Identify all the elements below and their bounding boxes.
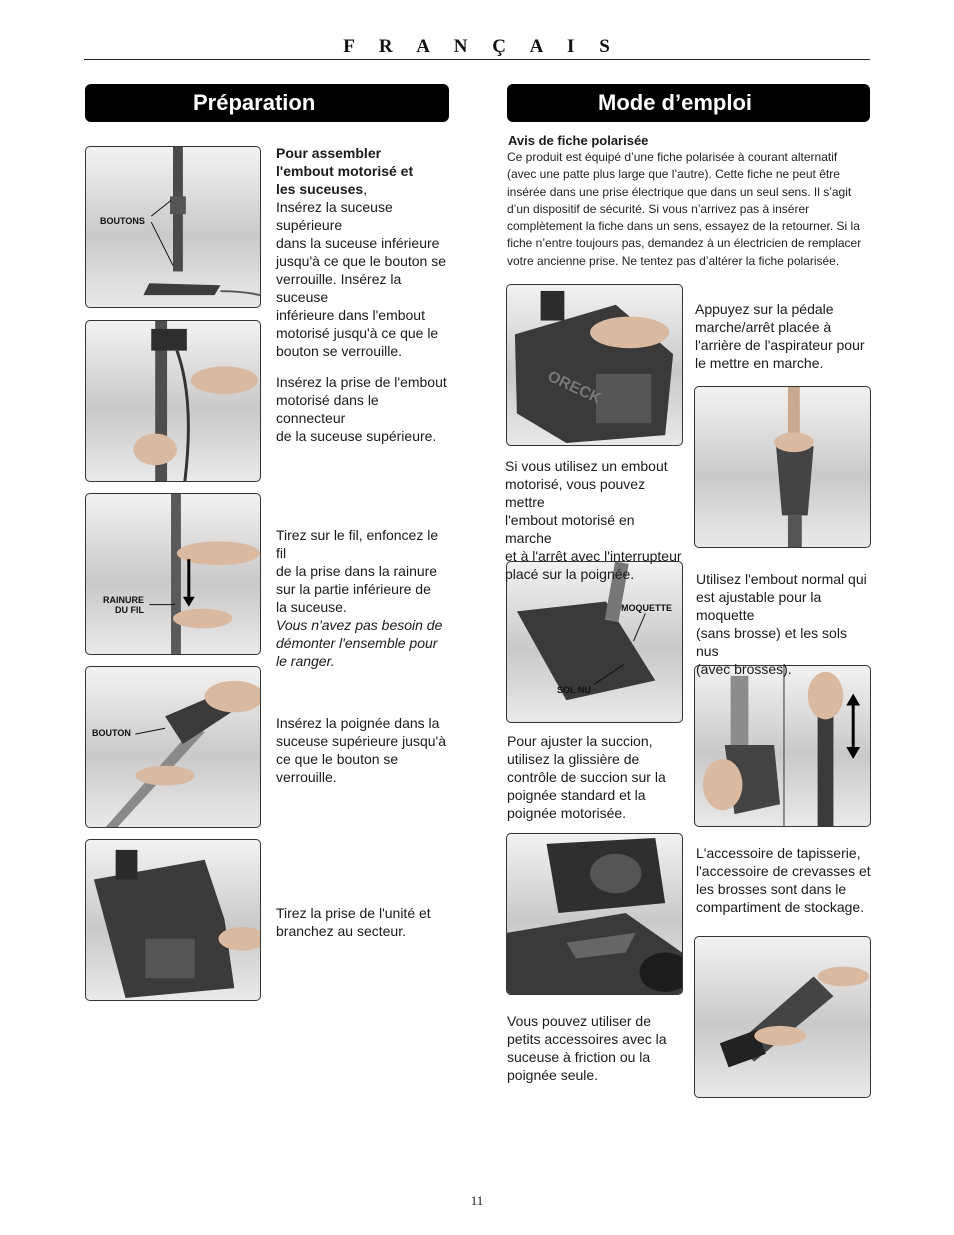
notice-line: Ce produit est équipé d’une fiche polarisée à courant alternatif: [507, 150, 838, 164]
step4-line: Insérez la poignée dans la: [276, 715, 440, 731]
nozzle-line: Utilisez l'embout normal qui: [696, 571, 867, 587]
nozzle-line: (avec brosses).: [696, 661, 792, 677]
step1-line: dans la suceuse inférieure: [276, 235, 440, 251]
step2-line: Insérez la prise de l'embout: [276, 374, 447, 390]
callout-rainure-line1: RAINURE: [103, 595, 145, 605]
motor-switch-line: et à l'arrêt avec l'interrupteur: [505, 548, 682, 564]
photo-small-accessory: [694, 936, 871, 1098]
small-tools-line: petits accessoires avec la: [507, 1031, 667, 1047]
small-tools-line: Vous pouvez utiliser de: [507, 1013, 651, 1029]
polarized-plug-heading: Avis de fiche polarisée: [508, 133, 649, 148]
notice-line: insérée dans une prise électrique que dans un seul sens. Il s’agit: [507, 184, 852, 199]
motor-switch-line: Si vous utilisez un embout: [505, 458, 668, 474]
step3-italic-line: le ranger.: [276, 653, 335, 669]
callout-sol-nu: SOL NU: [557, 685, 591, 695]
step3-line: la suceuse.: [276, 599, 347, 615]
step4-line: verrouille.: [276, 769, 337, 785]
pedal-line: l'arrière de l'aspirateur pour: [695, 337, 865, 353]
step5-line: Tirez la prise de l'unité et: [276, 905, 431, 921]
notice-line: votre ancienne prise. Ne tentez pas d’altérer la fiche polarisée.: [507, 253, 840, 268]
nozzle-text: [696, 570, 872, 678]
photo-storage-compartment: [506, 833, 683, 995]
step1-line: Insérez la suceuse supérieure: [276, 199, 393, 233]
motor-switch-line: motorisé, vous pouvez mettre: [505, 476, 646, 510]
notice-line: d’un dispositif de sécurité. Si vous n’arrivez pas à insérer: [507, 201, 810, 216]
photo-nozzle: [506, 561, 683, 723]
notice-line: complètement la fiche dans un sens, essayez de la retourner. Si la: [507, 219, 860, 234]
suction-line: Pour ajuster la succion,: [507, 733, 653, 749]
photo-suction-control: [694, 665, 871, 827]
header-rule: [84, 59, 870, 60]
language-header: F R A N Ç A I S: [343, 36, 611, 57]
photo-pedal: [506, 284, 683, 446]
step2-line: motorisé dans le connecteur: [276, 392, 379, 426]
step3-text: [276, 526, 451, 670]
step1-line: verrouille. Insérez la suceuse: [276, 271, 402, 305]
step1-heading-line2: l'embout motorisé et: [276, 163, 414, 179]
preparation-banner: Préparation: [85, 84, 449, 122]
notice-line: (avec une patte plus large que l’autre). Cette fiche ne peut être: [507, 167, 840, 182]
small-tools-text: [507, 1012, 683, 1084]
step4-text: [276, 714, 451, 786]
step1-text: [276, 144, 451, 360]
storage-line: l'accessoire de crevasses et: [696, 863, 871, 879]
callout-boutons: BOUTONS: [100, 216, 145, 226]
storage-line: les brosses sont dans le: [696, 881, 847, 897]
step3-line: de la prise dans la rainure: [276, 563, 438, 579]
step1-line: motorisé jusqu'à ce que le: [276, 325, 439, 341]
nozzle-line: est ajustable pour la moquette: [696, 589, 822, 623]
step2-line: de la suceuse supérieure.: [276, 428, 437, 444]
suction-line: utilisez la glissière de: [507, 751, 640, 767]
callout-rainure-line2: DU FIL: [115, 605, 144, 615]
motor-switch-line: placé sur la poignée.: [505, 566, 635, 582]
step4-line: ce que le bouton se: [276, 751, 399, 767]
step1-heading-line3: les suceuses: [276, 181, 364, 197]
photo-unit-plug: [85, 839, 261, 1001]
small-tools-line: suceuse à friction ou la: [507, 1049, 651, 1065]
motor-switch-line: l'embout motorisé en marche: [505, 512, 635, 546]
suction-line: poignée motorisée.: [507, 805, 627, 821]
photo-cord-groove: [85, 493, 261, 655]
step3-line: Tirez sur le fil, enfoncez le fil: [276, 527, 439, 561]
step3-italic-line: Vous n'avez pas besoin de: [276, 617, 443, 633]
storage-line: L'accessoire de tapisserie,: [696, 845, 861, 861]
step5-line: branchez au secteur.: [276, 923, 406, 939]
step1-heading-line1: Pour assembler: [276, 145, 382, 161]
step5-text: [276, 904, 451, 940]
page-number: 11: [470, 1193, 484, 1208]
storage-line: compartiment de stockage.: [696, 899, 865, 915]
step1-heading-suffix: ,: [363, 181, 368, 197]
photo-handle-switch: [694, 386, 871, 548]
usage-banner: Mode d’emploi: [507, 84, 870, 122]
notice-line: fiche n’entre toujours pas, demandez à un électricien de remplacer: [507, 236, 862, 251]
pedal-text: [695, 300, 871, 372]
step3-italic-line: démonter l'ensemble pour: [276, 635, 438, 651]
suction-line: contrôle de succion sur la: [507, 769, 666, 785]
small-tools-line: poignée seule.: [507, 1067, 599, 1083]
step4-line: suceuse supérieure jusqu'à: [276, 733, 447, 749]
pedal-line: le mettre en marche.: [695, 355, 824, 371]
callout-moquette: MOQUETTE: [621, 603, 672, 613]
storage-text: [696, 844, 872, 916]
photo-assembly: [85, 146, 261, 308]
step2-text: [276, 373, 451, 445]
pedal-line: marche/arrêt placée à: [695, 319, 832, 335]
step1-line: bouton se verrouille.: [276, 343, 403, 359]
photo-handle-insert: [85, 666, 261, 828]
step1-line: jusqu'à ce que le bouton se: [276, 253, 447, 269]
brand-label: ORECK: [544, 368, 604, 408]
motor-switch-text: [505, 457, 685, 583]
polarized-plug-body: [507, 149, 869, 270]
nozzle-line: (sans brosse) et les sols nus: [696, 625, 847, 659]
step3-line: sur la partie inférieure de: [276, 581, 431, 597]
callout-bouton: BOUTON: [92, 728, 131, 738]
suction-text: [507, 732, 683, 822]
step1-line: inférieure dans l'embout: [276, 307, 425, 323]
photo-plug-connector: [85, 320, 261, 482]
pedal-line: Appuyez sur la pédale: [695, 301, 834, 317]
suction-line: poignée standard et la: [507, 787, 646, 803]
